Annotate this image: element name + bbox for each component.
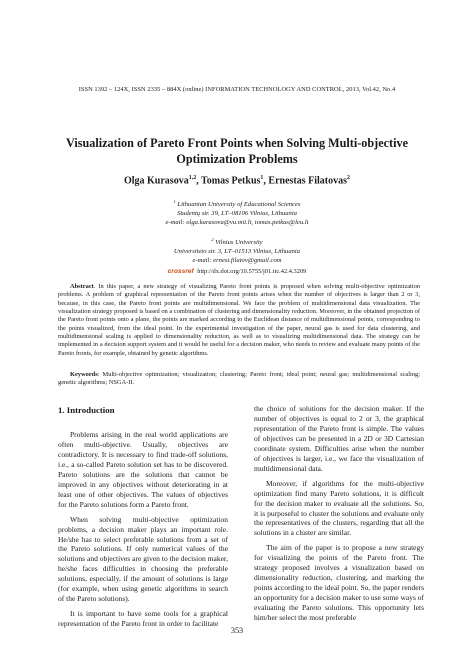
keywords-text: : Multi-objective optimization; visualization; clustering; Pareto front; ideal point; neural gas; multidimensional scaling; genetic algorithms; NSGA-II. (58, 371, 420, 387)
affiliation-line: Vilnius University (215, 239, 263, 247)
abstract (58, 283, 420, 358)
page-number: 353 (230, 626, 244, 635)
journal-header: ISSN 1392 – 124X, ISSN 2335 – 884X (online) INFORMATION TECHNOLOGY AND CONTROL, 2013, Vol.42, No.4 (78, 86, 396, 93)
author-affiliation-mark: 1,2 (188, 175, 197, 181)
affiliation-2 (0, 236, 474, 266)
author-affiliation-mark: 2 (347, 175, 351, 181)
right-column (254, 404, 424, 628)
affiliation-line: Lithuanian University of Educational Sciences (177, 201, 301, 209)
doi-line (0, 268, 474, 275)
author-list: Olga Kurasova$^{1,2}$, Tomas Petkus$^1$, Ernestas Filatovas$^2$ (123, 175, 351, 187)
body-paragraph: the choice of solutions for the decision maker. If the number of objectives is equal to 2 or 3, the graphical representation of the Pareto front is simple. The values of objectives can be presented in a 2D or 3D Cartesian coordinate system. Difficulties arise when the number of objectives is larger, i.e., we face the visualization of multidimensional data. (254, 404, 424, 473)
author-name: Ernestas Filatovas (268, 175, 348, 187)
affiliation-mark: 1 (173, 199, 176, 204)
author-name: Tomas Petkus (201, 175, 261, 187)
keywords (58, 371, 420, 388)
crossref-logo: crossref (167, 268, 194, 275)
body-paragraph: When solving multi-objective optimization problems, a decision maker plays an important role. He/she has to select preferable solutions from a set of the Pareto solutions. If only numerical values of the solutions and objectives are given to the decision maker, he/she faces difficulties in choosing the preferable solutions, especially, if the amount of solutions is large (for example, when using genetic algorithms in search of the Pareto solutions). (58, 514, 228, 604)
affiliation-email: e-mail: ernest.filatov@gmail.com (192, 256, 282, 264)
affiliation-line: Studentų str. 39, LT–08106 Vilnius, Lithuania (177, 209, 297, 217)
left-column (58, 430, 228, 634)
keywords-label: Keywords (70, 371, 98, 378)
section-heading: 1. Introduction (58, 405, 115, 415)
affiliation-1 (0, 198, 474, 228)
affiliation-line: Universiteto str. 3, LT–01513 Vilnius, Lithuania (173, 247, 301, 255)
body-paragraph: Problems arising in the real world applications are often multi-objective. Usually, objectives are contradictory. It is necessary to find trade-off solutions, i.e., a so-called Pareto solution set has to be discovered. Pareto solutions are the solutions that cannot be improved in any objectives without deteriorating in at least one of other objectives. The values of objectives for the Pareto solutions form a Pareto front. (58, 430, 228, 509)
title-line-1: Visualization of Pareto Front Points when Solving Multi-objective (65, 136, 409, 150)
title-line-2: Optimization Problems (176, 151, 298, 166)
body-paragraph: The aim of the paper is to propose a new strategy for visualizing the points of the Pareto front. The strategy proposed involves a visualization based on dimensionality reduction, clustering, and marking the points according to the ideal point. So, the paper renders an opportunity for a decision maker to use some ways of evaluating the Pareto solutions. This opportunity lets him/her select the most preferable (254, 543, 424, 623)
doi-link[interactable]: http://dx.doi.org/10.5755/j01.itc.42.4.3209 (197, 268, 307, 275)
abstract-text: . In this paper, a new strategy of visualizing Pareto front points is proposed when solving multi-objective optimization problems. A problem of graphical representation of the Pareto front points arises when the number of objectives is larger than 2 or 3, because, in this case, the Pareto front points are multidimensional. We face the problem of multidimensional data visualization. The visualization strategy proposed is based on a combination of clustering and dimensionality reduction. Moreover, in the obtained projection of the Pareto front points onto a plane, the points are marked according to the Euclidean distance of multidimensional points, corresponding to the points visualized, from the ideal point. In the experimental investigation of the paper, neural gas is used for data clustering, and multidimensional scaling is applied to dimensionality reduction, as well as to visualizing multidimensional data. The strategy can be implemented in a decision support system and it would be useful for a decision maker, who needs to review and evaluate many points of the Pareto fronts, for example, obtained by genetic algorithms. (58, 283, 420, 357)
body-paragraph: It is important to have some tools for a graphical representation of the Pareto front in order to facilitate (58, 609, 228, 629)
body-paragraph: Moreover, if algorithms for the multi-objective optimization find many Pareto solutions, it is difficult for the decision maker to evaluate all the solutions. So, it is purposeful to cluster the solutions and evaluate only the representatives of the clusters, regarding that all the solutions in a cluster are similar. (254, 478, 424, 538)
paper-title (60, 136, 414, 167)
author-affiliation-mark: 1 (260, 175, 264, 181)
abstract-label: Abstract (70, 283, 94, 290)
affiliation-email: e-mail: olga.kurasova@vu.mii.lt, tomas.petkus@leu.lt (165, 218, 309, 226)
author-name: Olga Kurasova (123, 175, 189, 187)
affiliation-mark: 2 (211, 237, 214, 242)
